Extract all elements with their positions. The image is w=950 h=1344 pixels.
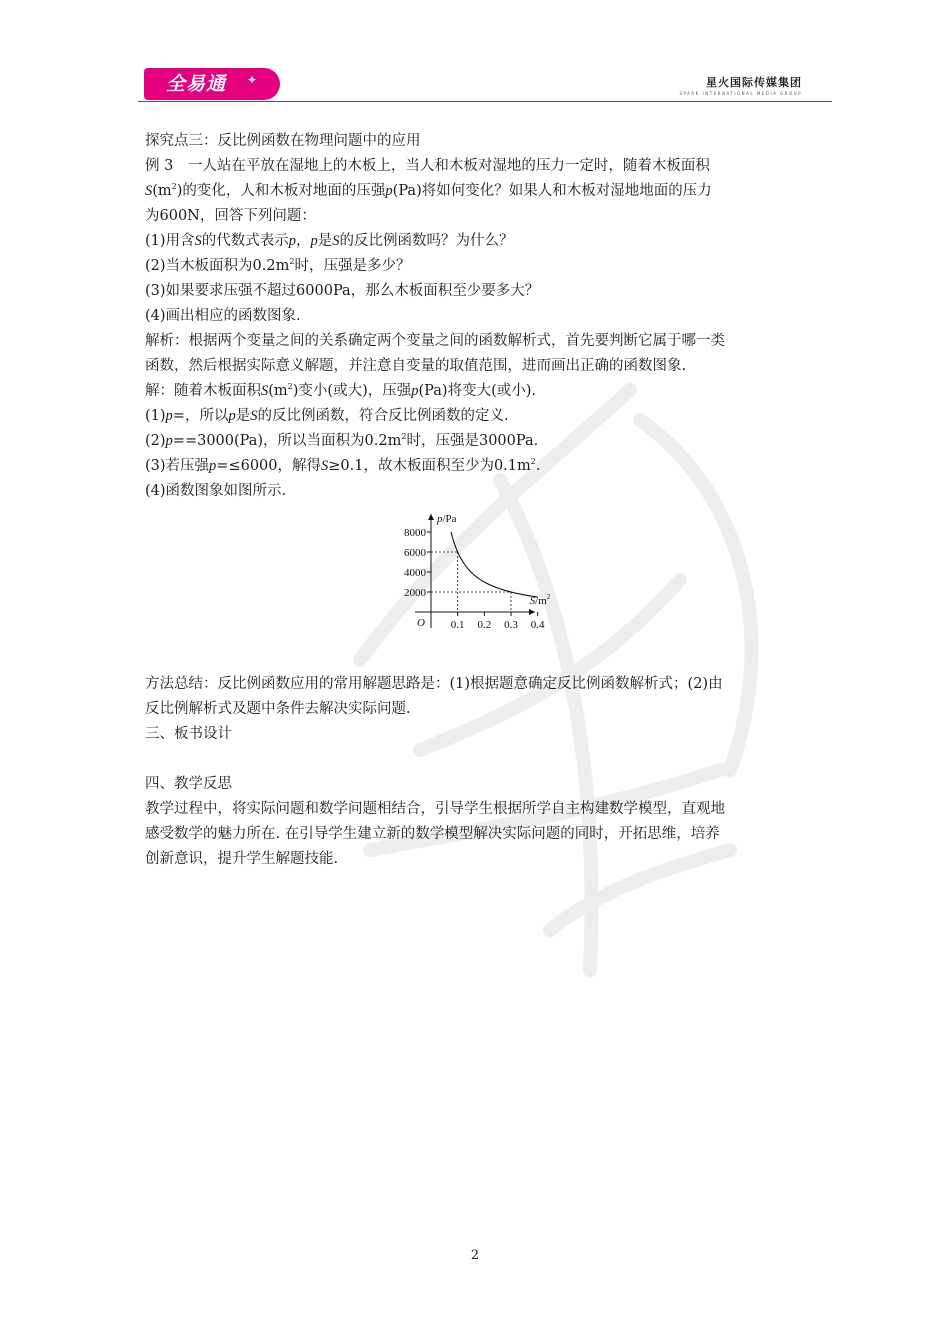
var-p: p	[288, 233, 297, 249]
text-span: 的反比例函数吗？为什么？	[339, 233, 514, 249]
document-body	[145, 129, 807, 872]
superscript: 2	[171, 182, 177, 192]
question-2	[145, 254, 807, 279]
x-tick-label: 0.3	[504, 619, 518, 631]
var-p: p	[411, 383, 419, 399]
text-span: =≤6000，解得	[216, 458, 321, 474]
star-icon: ✦	[246, 73, 258, 87]
logo-text: 全易通	[166, 73, 227, 95]
text-span: (Pa)将变大(或小).	[418, 383, 536, 399]
text-span: 的代数式表示	[201, 233, 289, 249]
x-axis-label: $S/m^2$	[529, 593, 551, 607]
graph-svg	[385, 506, 565, 656]
text-span: (1)	[145, 408, 166, 424]
text-span: 解：随着木板面积	[145, 383, 261, 399]
brand-logo	[144, 68, 280, 100]
var-s: S	[321, 458, 329, 474]
method-line-1: 方法总结：反比例函数应用的常用解题思路是：(1)根据题意确定反比例函数解析式；(2)由	[145, 676, 723, 692]
question-4: (4)画出相应的函数图象.	[145, 308, 301, 324]
x-tick-label: 0.2	[477, 619, 492, 631]
var-s: S	[194, 233, 202, 249]
text-span: (m	[152, 183, 172, 199]
section-heading: 探究点三：反比例函数在物理问题中的应用	[145, 133, 421, 149]
text-span: (m	[268, 383, 288, 399]
question-1	[145, 229, 807, 254]
text-span: 是	[235, 408, 251, 424]
reflection-line-3: 创新意识，提升学生解题技能.	[145, 851, 339, 867]
var-s: S	[250, 408, 258, 424]
var-p: p	[165, 408, 173, 424]
var-p: p	[209, 458, 217, 474]
company-name	[679, 74, 802, 96]
reflection-line-1: 教学过程中，将实际问题和数学问题相结合，引导学生根据所学自主构建数学模型，直观地	[145, 801, 725, 817]
text-span: 是	[317, 233, 333, 249]
analysis-line-1: 解析：根据两个变量之间的关系确定两个变量之间的函数解析式，首先要判断它属于哪一类	[145, 333, 725, 349]
inverse-curve	[451, 532, 538, 597]
y-axis-arrow	[428, 514, 434, 520]
text-span: 时，压强是3000Pa.	[406, 433, 539, 449]
text-span: ，	[296, 233, 311, 249]
text-span: (2)当木板面积为0.2m	[145, 258, 290, 274]
company-name-cn: 星火国际传媒集团	[706, 76, 802, 89]
y-tick-label: 2000	[404, 587, 426, 599]
superscript: 2	[287, 382, 293, 392]
var-p: p	[385, 183, 393, 199]
superscript: 2	[289, 257, 295, 267]
x-axis-arrow	[529, 609, 535, 615]
var-s: S	[261, 383, 269, 399]
solution-intro	[145, 379, 807, 404]
var-p: p	[310, 233, 318, 249]
y-tick-label: 8000	[404, 527, 426, 539]
text-span: )变小(或大)，压强	[292, 383, 412, 399]
text-span: (1)用含	[145, 233, 195, 249]
text-span: (Pa)将如何变化？如果人和木板对湿地地面的压力	[392, 183, 712, 199]
reflection-heading: 四、教学反思	[145, 776, 232, 792]
text-span: )的变化，人和木板对地面的压强	[176, 183, 386, 199]
question-3: (3)如果要求压强不超过6000Pa，那么木板面积至少要多大？	[145, 283, 540, 299]
y-tick-label: 4000	[404, 567, 426, 579]
solution-2	[145, 429, 807, 454]
analysis-line-2: 函数，然后根据实际意义解题，并注意自变量的取值范围，进而画出正确的函数图象.	[145, 358, 687, 374]
text-span: =，所以	[172, 408, 229, 424]
y-tick-label: 6000	[404, 547, 426, 559]
origin-label: O	[417, 617, 425, 629]
blank-line	[145, 747, 807, 772]
superscript: 2	[530, 457, 536, 467]
text-span: 的反比例函数，符合反比例函数的定义.	[257, 408, 509, 424]
solution-1	[145, 404, 807, 429]
var-p: p	[228, 408, 236, 424]
text-span: (2)	[145, 433, 166, 449]
text-span: .	[535, 458, 541, 474]
text-span: (3)若压强	[145, 458, 210, 474]
page-header	[138, 66, 832, 102]
method-line-2: 反比例解析式及题中条件去解决实际问题.	[145, 701, 411, 717]
text-span: ==3000(Pa)，所以当面积为0.2m	[172, 433, 402, 449]
x-tick-label: 0.4	[530, 619, 545, 631]
var-p: p	[165, 433, 173, 449]
var-s: S	[145, 183, 153, 199]
superscript: 2	[401, 432, 407, 442]
example-line-2	[145, 179, 807, 204]
var-s: S	[332, 233, 340, 249]
text-span: ≥0.1，故木板面积至少为0.1m	[328, 458, 531, 474]
y-axis-label: p/Pa	[437, 513, 457, 525]
board-heading: 三、板书设计	[145, 726, 232, 742]
text-span: 时，压强是多少？	[294, 258, 411, 274]
example-line-3: 为600N，回答下列问题：	[145, 208, 316, 224]
x-tick-label: 0.1	[450, 619, 465, 631]
example-line-1: 例 3 一人站在平放在湿地上的木板上，当人和木板对湿地的压力一定时，随着木板面积	[145, 158, 710, 174]
solution-3	[145, 454, 807, 479]
page-number: 2	[470, 1248, 480, 1263]
function-graph	[145, 506, 807, 666]
solution-4: (4)函数图象如图所示.	[145, 483, 287, 499]
header-divider	[138, 101, 832, 102]
company-name-en: SPARK INTERNATIONAL MEDIA GROUP	[679, 91, 802, 96]
reflection-line-2: 感受数学的魅力所在. 在引导学生建立新的数学模型解决实际问题的同时，开拓思维，培养	[145, 826, 720, 842]
